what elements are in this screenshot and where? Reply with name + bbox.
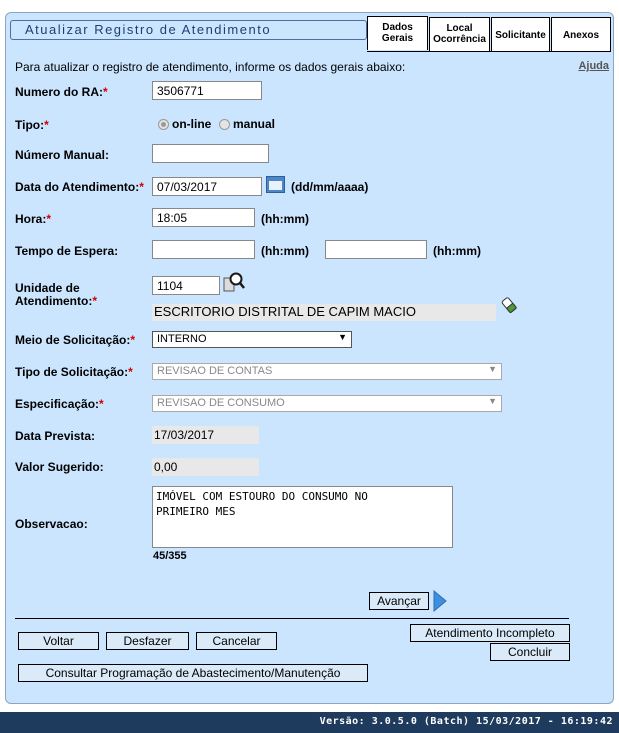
atendimento-incompleto-button[interactable]: Atendimento Incompleto (410, 624, 570, 642)
tipo-online-radio[interactable]: on-line (158, 117, 211, 131)
title-bar (10, 20, 367, 40)
ra-input[interactable] (152, 81, 262, 100)
date-format-hint: (dd/mm/aaaa) (291, 180, 369, 194)
tipo-manual-radio[interactable]: manual (219, 117, 275, 131)
meio-label: Meio de Solicitação:* (15, 333, 136, 347)
hora-label: Hora:* (15, 212, 52, 226)
page-title: Atualizar Registro de Atendimento (25, 22, 272, 37)
numero-manual-label: Número Manual: (15, 148, 110, 162)
calendar-icon[interactable] (266, 176, 285, 193)
main-panel (5, 12, 614, 704)
valor-sugerido-label: Valor Sugerido: (15, 460, 104, 474)
data-prevista-value: 17/03/2017 (152, 426, 259, 444)
unidade-name: ESCRITORIO DISTRITAL DE CAPIM MACIO (152, 304, 496, 321)
unidade-code-input[interactable] (152, 276, 220, 295)
dropdown-arrow-icon: ▼ (488, 364, 497, 374)
help-link[interactable]: Ajuda (578, 60, 609, 72)
ra-label: Numero do RA:* (15, 85, 108, 99)
tempo-format-hint-2: (hh:mm) (433, 244, 481, 258)
tempo-format-hint-1: (hh:mm) (261, 244, 309, 258)
tempo-espera-label: Tempo de Espera: (15, 244, 119, 258)
observacao-textarea[interactable]: IMÓVEL COM ESTOURO DO CONSUMO NO PRIMEIRO MES (152, 486, 453, 548)
tipo-label: Tipo:* (15, 118, 49, 132)
especificacao-label: Especificação:* (15, 397, 104, 411)
tipo-solicitacao-select[interactable]: REVISAO DE CONTAS ▼ (152, 363, 502, 380)
consultar-programacao-button[interactable]: Consultar Programação de Abastecimento/Manutenção (18, 664, 368, 682)
radio-unchecked-icon (219, 119, 230, 130)
data-prevista-label: Data Prevista: (15, 429, 96, 443)
hora-input[interactable] (152, 208, 255, 227)
voltar-button[interactable]: Voltar (18, 632, 99, 650)
tab-solicitante[interactable] (491, 17, 550, 51)
intro-text: Para atualizar o registro de atendimento, informe os dados gerais abaixo: (15, 60, 406, 74)
footer-bar (0, 712, 619, 733)
tab-local-ocorrencia[interactable] (429, 17, 490, 51)
hora-format-hint: (hh:mm) (261, 212, 309, 226)
search-icon[interactable] (223, 271, 245, 293)
tab-label: Dados (382, 22, 413, 33)
cancelar-button[interactable]: Cancelar (196, 632, 277, 650)
observacao-label: Observacao: (15, 517, 88, 531)
avancar-button[interactable]: Avançar (369, 592, 429, 610)
numero-manual-input[interactable] (152, 144, 269, 163)
data-atendimento-input[interactable] (152, 177, 262, 196)
dropdown-arrow-icon: ▼ (488, 396, 497, 406)
char-counter: 45/355 (153, 550, 187, 562)
dropdown-arrow-icon: ▼ (338, 332, 347, 342)
desfazer-button[interactable]: Desfazer (106, 632, 189, 650)
tab-dados-gerais[interactable] (367, 16, 428, 50)
tab-label: Solicitante (495, 30, 546, 41)
valor-sugerido-value: 0,00 (152, 458, 259, 476)
tab-anexos[interactable] (551, 17, 611, 51)
eraser-icon[interactable] (500, 296, 518, 314)
radio-checked-icon (158, 119, 169, 130)
tab-label: Gerais (381, 33, 414, 44)
tab-label: Anexos (562, 30, 600, 41)
tempo-espera-input-1[interactable] (152, 240, 255, 259)
unidade-label: Unidade de Atendimento:* (15, 281, 97, 308)
separator (15, 618, 569, 619)
tab-label: Ocorrência (433, 34, 486, 45)
tempo-espera-input-2[interactable] (325, 240, 427, 259)
arrow-right-icon[interactable] (433, 590, 447, 612)
concluir-button[interactable]: Concluir (490, 643, 570, 661)
especificacao-select[interactable]: REVISAO DE CONSUMO ▼ (152, 395, 502, 412)
tab-label: Local (446, 23, 473, 34)
version-text: Versão: 3.0.5.0 (Batch) 15/03/2017 - 16:19:42 (319, 716, 613, 727)
meio-select[interactable]: INTERNO ▼ (152, 331, 352, 348)
data-atendimento-label: Data do Atendimento:* (15, 180, 144, 194)
tipo-solicitacao-label: Tipo de Solicitação:* (15, 365, 133, 379)
tab-divider (367, 51, 611, 52)
